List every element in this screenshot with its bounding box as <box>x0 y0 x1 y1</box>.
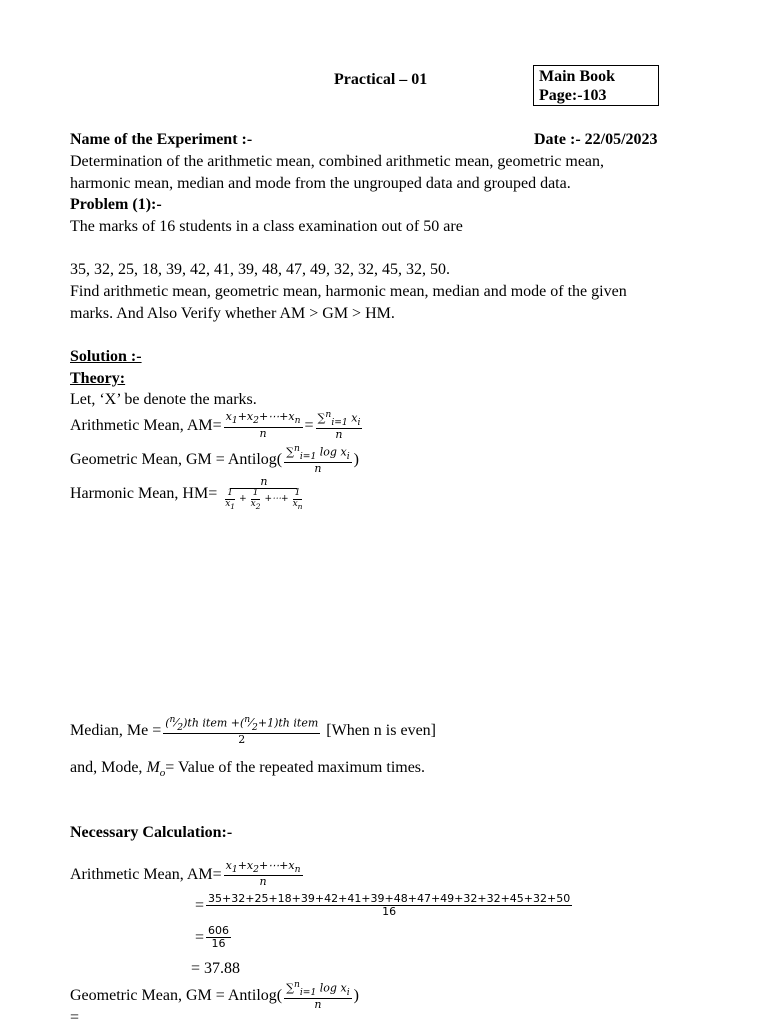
experiment-description-line2: harmonic mean, median and mode from the ungrouped data and grouped data. <box>70 175 571 192</box>
trailing-equals: = <box>70 1009 80 1026</box>
experiment-date: Date :- 22/05/2023 <box>534 131 658 148</box>
experiment-name-label: Name of the Experiment :- <box>70 131 253 148</box>
calc-sum-numerator: 35+32+25+18+39+42+41+39+48+47+49+32+32+45+32+50 <box>208 892 571 905</box>
calculation-heading: Necessary Calculation:- <box>70 824 233 841</box>
median-fraction: $\frac{(^n⁄_2)th item +(^n⁄_2+1)th item}{2}$ <box>165 714 319 746</box>
problem-heading: Problem (1):- <box>70 196 162 213</box>
calc-total-denominator: 16 <box>211 937 226 951</box>
theory-heading: Theory: <box>70 370 126 387</box>
am-formula-label: Arithmetic Mean, AM= <box>70 416 222 434</box>
main-book-label: Main Book <box>539 68 616 85</box>
mode-definition: and, Mode, $M_o=$ Value of the repeated maximum times. <box>70 759 426 780</box>
median-formula-label: Median, Me = <box>70 721 162 739</box>
problem-data: 35, 32, 25, 18, 39, 42, 41, 39, 48, 47, 49, 32, 32, 45, 32, 50. <box>70 261 450 278</box>
calc-sum-fraction <box>206 893 572 918</box>
page-number-label: Page:-103 <box>539 87 607 105</box>
problem-task-line2: marks. And Also Verify whether AM > GM > HM. <box>70 305 395 322</box>
problem-statement: The marks of 16 students in a class examination out of 50 are <box>70 218 463 235</box>
am-formula: Arithmetic Mean, AM= $\frac{x_1+x_2+\cdots+x_n}{n}$ = $\frac{\sum^n_{i=1} x_i}{n}$ <box>70 409 361 441</box>
hm-formula <box>70 476 311 511</box>
calc-am-label: Arithmetic Mean, AM= <box>70 865 222 883</box>
gm-fraction: $\frac{\sum^n_{i=1} \log x_i}{n}$ <box>286 443 350 475</box>
mode-suffix: = Value of the repeated maximum times. <box>165 759 426 776</box>
gm-formula-label: Geometric Mean, GM = Antilog( <box>70 450 283 468</box>
calc-total-fraction <box>206 925 231 950</box>
main-book-box <box>533 65 659 106</box>
calc-gm-label: Geometric Mean, GM = Antilog( <box>70 986 283 1004</box>
gm-formula: Geometric Mean, GM = Antilog( $\frac{\sum^n_{i=1} \log x_i}{n}$ ) <box>70 443 359 475</box>
solution-heading: Solution :- <box>70 348 142 365</box>
let-statement: Let, ‘X’ be denote the marks. <box>70 391 257 408</box>
calc-total-numerator: 606 <box>208 924 230 937</box>
calc-gm-fraction: $\frac{\sum^n_{i=1} \log x_i}{n}$ <box>286 979 350 1011</box>
calc-total-line: = $\frac{606}{16}$ <box>195 924 230 951</box>
calc-am-formula <box>70 860 305 888</box>
calc-gm-formula: Geometric Mean, GM = Antilog( $\frac{\sum^n_{i=1} \log x_i}{n}$ ) <box>70 979 359 1011</box>
problem-task-line1: Find arithmetic mean, geometric mean, harmonic mean, median and mode of the given <box>70 283 627 300</box>
calc-sum-denominator: 16 <box>382 905 397 919</box>
hm-formula-label: Harmonic Mean, HM= <box>70 484 218 502</box>
hm-fraction: n $\frac{1}{x_1}$ + $\frac{1}{x_2}$ +⋯+ $\frac{1}{x_n}$ <box>225 475 303 511</box>
median-note: [When n is even] <box>326 721 436 739</box>
experiment-description-line1: Determination of the arithmetic mean, combined arithmetic mean, geometric mean, <box>70 153 605 170</box>
calc-am-fraction: $\frac{x_1+x_2+\cdots+x_n}{n}$ <box>225 859 301 889</box>
median-formula <box>70 715 436 746</box>
mode-prefix: and, Mode, <box>70 759 143 776</box>
calc-sum-line: = $\frac{35+32+25+18+39+42+41+39+48+47+49+32+32+45+32+50}{16}$ <box>195 892 571 919</box>
practical-title: Practical – 01 <box>334 71 428 88</box>
am-sum-fraction: $\frac{\sum^n_{i=1} x_i}{n}$ <box>317 409 361 441</box>
am-fraction: $\frac{x_1+x_2+\cdots+x_n}{n}$ <box>225 410 301 440</box>
am-result: = 37.88 <box>191 960 241 977</box>
